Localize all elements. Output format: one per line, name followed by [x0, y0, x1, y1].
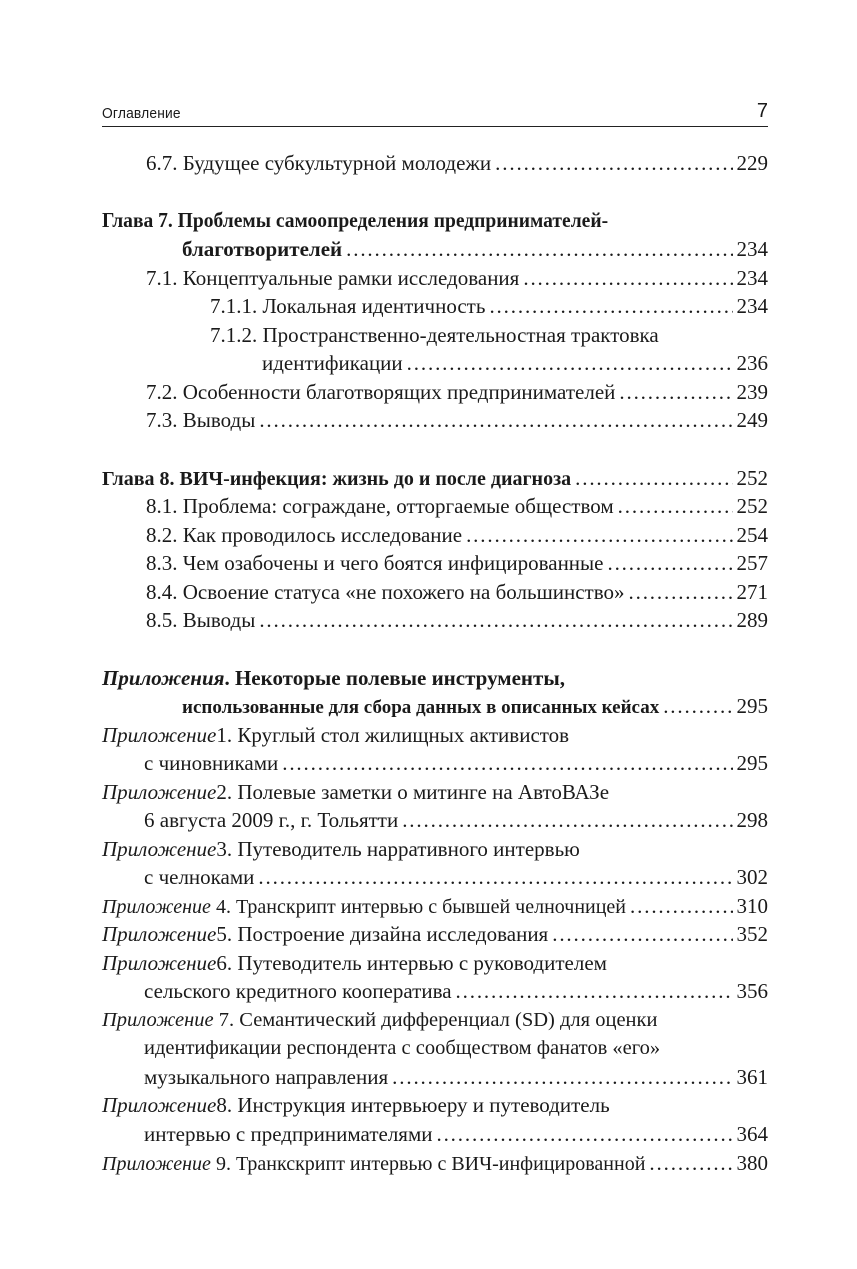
toc-entry-8-4[interactable]: [102, 578, 768, 606]
toc-appendix-2-line2[interactable]: [102, 806, 768, 834]
toc-entry-8-1[interactable]: [102, 492, 768, 520]
toc-entry-7-1-2-line1[interactable]: [102, 321, 768, 349]
toc-chapter-7-line2[interactable]: [102, 235, 768, 263]
toc-appendix-3-line1[interactable]: [102, 835, 768, 863]
toc-entry-label-cont: идентификации: [262, 351, 403, 375]
toc-entry-label: 4. Транскрипт интервью с бывшей челночницей: [210, 896, 627, 918]
appendix-word: Приложение: [102, 780, 217, 804]
dot-leader: [552, 920, 732, 948]
toc-entry-label-cont: 6 августа 2009 г., г. Тольятти: [144, 808, 399, 832]
toc-entry-page: 252: [736, 494, 768, 518]
dot-leader: [523, 264, 732, 292]
toc-entry-7-1-2-line2[interactable]: [102, 349, 768, 377]
dot-leader: [607, 549, 732, 577]
appendix-word: Приложение: [102, 723, 217, 747]
toc-entry-page: 234: [736, 237, 768, 261]
toc-appendix-7-line1[interactable]: [102, 1006, 768, 1034]
appendix-word: Приложение: [102, 1093, 217, 1117]
toc-entry-label-cont: интервью с предпринимателями: [144, 1122, 433, 1146]
toc-appendix-5[interactable]: [102, 920, 768, 948]
toc-appendix-7-line3[interactable]: [102, 1063, 768, 1091]
toc-appendix-6-line1[interactable]: [102, 949, 768, 977]
toc-entry-label-cont: идентификации респондента с сообществом фанатов «его»: [144, 1037, 661, 1059]
toc-entry-page: 254: [736, 523, 768, 547]
toc-entry-label: 2. Полевые заметки о митинге на АвтоВАЗе: [216, 780, 610, 804]
toc-entry-label-cont: музыкального направления: [144, 1065, 389, 1089]
toc-entry-page: 295: [736, 751, 768, 775]
dot-leader: [495, 149, 732, 177]
toc-entry-page: 298: [736, 808, 768, 832]
toc-appendices-title: . Некоторые полевые инструменты,: [224, 666, 565, 690]
toc-appendices-title-cont: использованные для сбора данных в описанных кейсах: [182, 697, 660, 718]
dot-leader: [436, 1120, 732, 1148]
dot-leader: [259, 606, 732, 634]
toc-entry-page: 295: [736, 694, 768, 718]
toc-appendix-2-line1[interactable]: [102, 778, 768, 806]
toc-chapter-7-line1[interactable]: [102, 206, 768, 234]
toc-entry-label: 6. Путеводитель интервью с руководителем: [216, 951, 607, 975]
toc-entry-label: 7.3. Выводы: [146, 408, 256, 432]
toc-entry-7-1-1[interactable]: [102, 292, 768, 320]
page-number: 7: [756, 100, 768, 122]
appendix-word: Приложение: [102, 951, 217, 975]
toc-entry-label: 7. Семантический дифференциал (SD) для оценки: [213, 1009, 658, 1031]
toc-entry-page: 229: [736, 151, 768, 175]
toc-entry-label: 7.1.1. Локальная идентичность: [210, 294, 486, 318]
toc-entry-page: 289: [736, 608, 768, 632]
toc-entry-page: 234: [736, 294, 768, 318]
toc-entry-page: 356: [736, 979, 768, 1003]
toc-entry-8-2[interactable]: [102, 521, 768, 549]
toc-entry-page: 364: [736, 1122, 768, 1146]
dot-leader: [629, 578, 733, 606]
toc-entry-label: 1. Круглый стол жилищных активистов: [216, 723, 570, 747]
toc-entry-label: 8.1. Проблема: сограждане, отторгаемые обществом: [146, 494, 614, 518]
toc-entry-page: 249: [736, 408, 768, 432]
dot-leader: [346, 235, 732, 263]
toc-entry-page: 352: [736, 922, 768, 946]
toc-entry-page: 302: [736, 865, 768, 889]
toc-entry-label: 8.3. Чем озабочены и чего боятся инфицированные: [146, 551, 604, 575]
toc-entry-label: 7.1. Концептуальные рамки исследования: [146, 266, 520, 290]
toc-entry-label: 8.2. Как проводилось исследование: [146, 523, 463, 547]
toc-entry-label: 8. Инструкция интервьюеру и путеводитель: [216, 1093, 610, 1117]
toc-appendix-9[interactable]: [102, 1149, 768, 1177]
toc-entry-7-1[interactable]: [102, 264, 768, 292]
toc-entry-page: 252: [736, 466, 768, 490]
toc-entry-page: 380: [736, 1151, 768, 1175]
dot-leader: [282, 749, 732, 777]
dot-leader: [402, 806, 732, 834]
toc-appendix-1-line2[interactable]: [102, 749, 768, 777]
toc-entry-label: 8.5. Выводы: [146, 608, 256, 632]
dot-leader: [258, 863, 732, 891]
toc-appendix-8-line1[interactable]: [102, 1091, 768, 1119]
appendix-word: Приложение: [102, 1009, 214, 1031]
dot-leader: [663, 692, 732, 720]
appendix-word: Приложение: [102, 1153, 211, 1175]
toc-entry-label: 3. Путеводитель нарративного интервью: [216, 837, 580, 861]
dot-leader: [618, 492, 733, 520]
appendix-word: Приложение: [102, 837, 217, 861]
toc-appendices-line1[interactable]: [102, 664, 768, 692]
toc-chapter-label-cont: благотворителей: [182, 237, 343, 261]
toc-entry-page: 361: [736, 1065, 768, 1089]
dot-leader: [407, 349, 733, 377]
running-title: Оглавление: [102, 105, 181, 122]
dot-leader: [489, 292, 732, 320]
dot-leader: [259, 406, 732, 434]
dot-leader: [649, 1149, 732, 1177]
toc-chapter-8[interactable]: [102, 464, 768, 492]
toc-chapter-label: Глава 7. Проблемы самоопределения предпринимателей-: [102, 208, 609, 232]
toc-appendices-line2[interactable]: [102, 692, 768, 720]
toc-appendix-8-line2[interactable]: [102, 1120, 768, 1148]
toc-entry-page: 271: [736, 580, 768, 604]
toc-entry-label-cont: сельского кредитного кооператива: [144, 979, 452, 1003]
toc-entry-7-2[interactable]: [102, 378, 768, 406]
toc-entry-6-7[interactable]: [102, 149, 768, 177]
dot-leader: [630, 892, 732, 920]
dot-leader: [392, 1063, 732, 1091]
appendix-word: Приложение: [102, 896, 211, 918]
toc-entry-label: 6.7. Будущее субкультурной молодежи: [146, 151, 492, 175]
toc-entry-page: 239: [736, 380, 768, 404]
dot-leader: [619, 378, 732, 406]
running-header: [102, 100, 768, 127]
toc-appendix-6-line2[interactable]: [102, 977, 768, 1005]
toc-entry-label: 9. Транкскрипт интервью с ВИЧ-инфицированной: [210, 1153, 646, 1175]
toc-chapter-label: Глава 8. ВИЧ-инфекция: жизнь до и после диагноза: [102, 468, 572, 490]
dot-leader: [466, 521, 732, 549]
toc-entry-page: 236: [736, 351, 768, 375]
appendix-word: Приложение: [102, 922, 217, 946]
toc-entry-7-3[interactable]: [102, 406, 768, 434]
dot-leader: [456, 977, 733, 1005]
dot-leader: [575, 464, 732, 492]
toc-entry-page: 234: [736, 266, 768, 290]
toc-entry-page: 257: [736, 551, 768, 575]
toc-appendix-7-line2[interactable]: [102, 1034, 768, 1062]
toc-appendix-1-line1[interactable]: [102, 721, 768, 749]
toc-entry-page: 310: [736, 894, 768, 918]
toc-entry-label: 5. Построение дизайна исследования: [216, 922, 549, 946]
toc-entry-8-3[interactable]: [102, 549, 768, 577]
toc-appendices-word: Приложения: [102, 666, 225, 690]
toc-appendix-3-line2[interactable]: [102, 863, 768, 891]
toc-appendix-4[interactable]: [102, 892, 768, 920]
toc-entry-label: 7.1.2. Пространственно-деятельностная трактовка: [210, 323, 659, 347]
toc-entry-label-cont: с челноками: [144, 865, 255, 889]
toc-entry-label: 7.2. Особенности благотворящих предпринимателей: [146, 380, 616, 404]
toc-entry-label: 8.4. Освоение статуса «не похожего на большинство»: [146, 580, 625, 604]
toc-entry-label-cont: с чиновниками: [144, 751, 279, 775]
toc-entry-8-5[interactable]: [102, 606, 768, 634]
